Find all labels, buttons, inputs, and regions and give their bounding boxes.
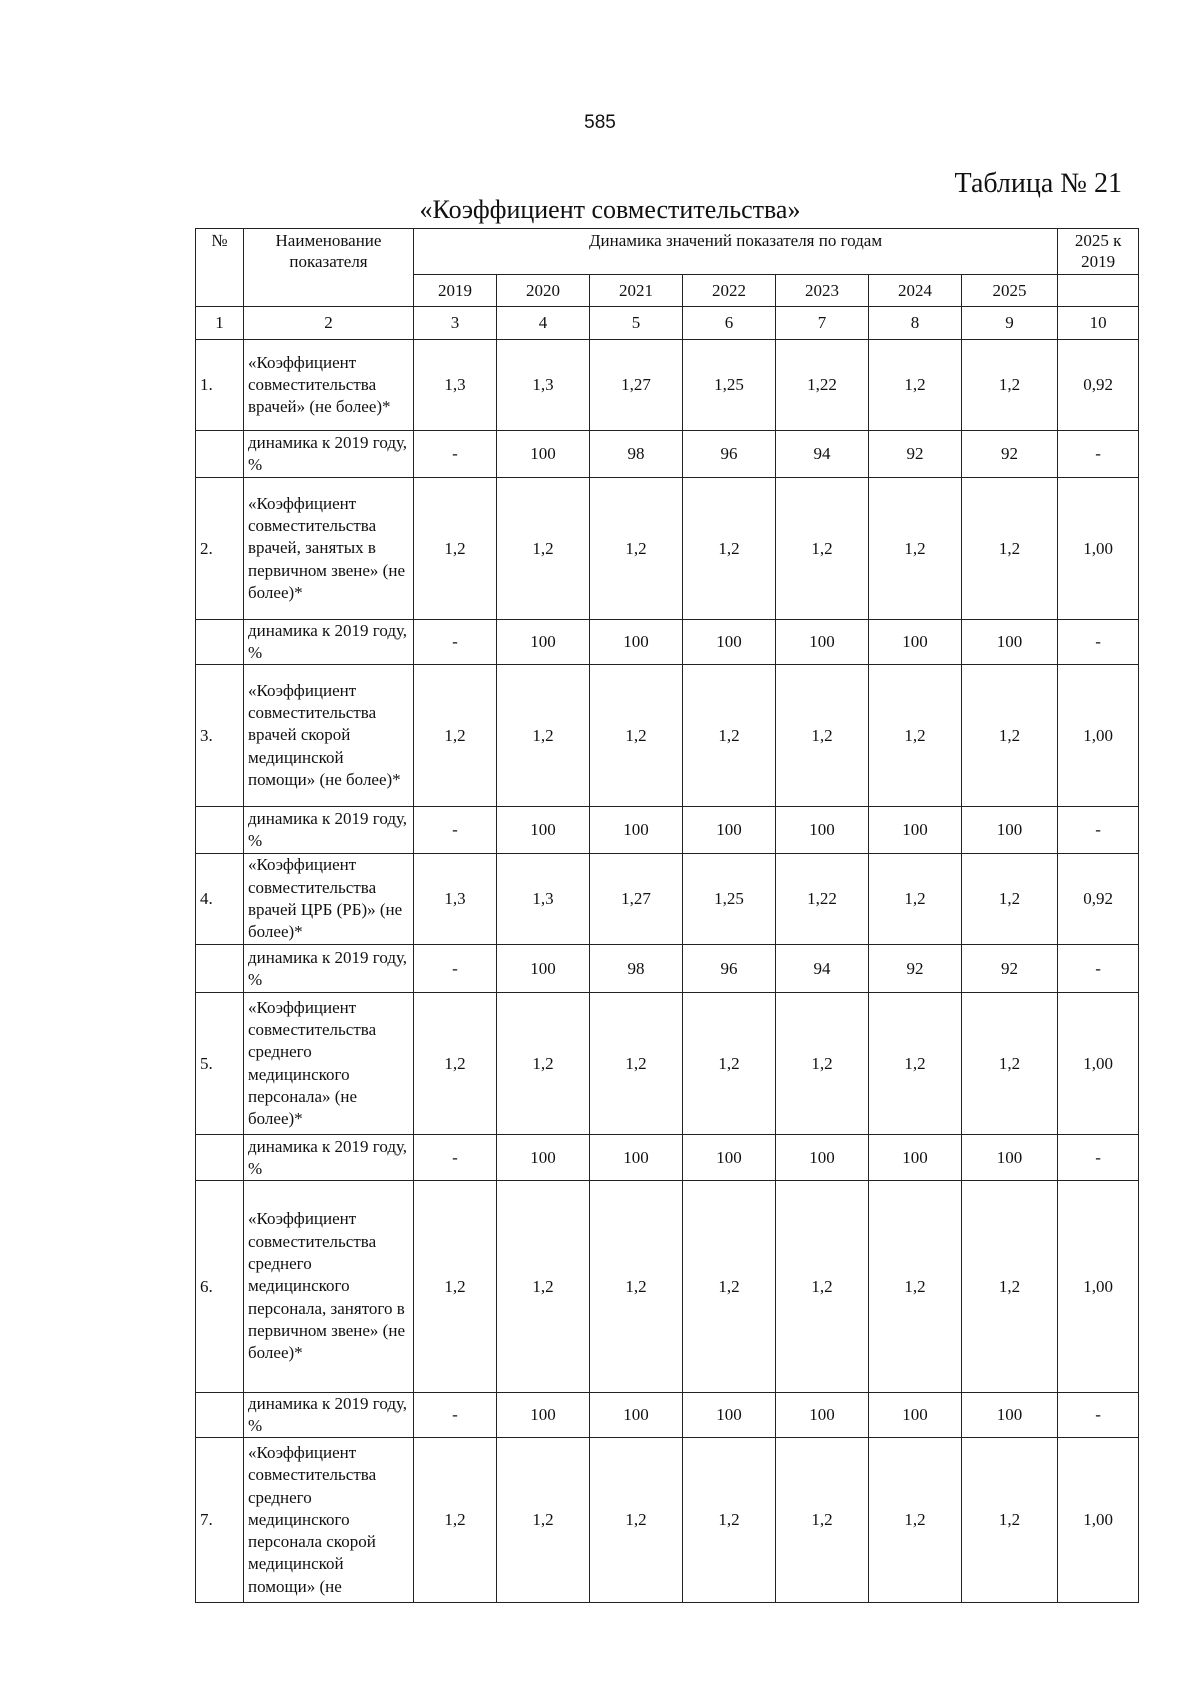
indicator-row (196, 854, 1139, 945)
indicator-value: 1,2 (497, 993, 590, 1135)
dynamics-value: - (414, 1135, 497, 1181)
dynamics-name: динамика к 2019 году, % (244, 620, 414, 665)
dynamics-name: динамика к 2019 году, % (244, 1135, 414, 1181)
indicator-value: 1,25 (683, 854, 776, 945)
indicator-value: 1,2 (590, 1181, 683, 1393)
dynamics-value: 100 (590, 807, 683, 854)
header-year: 2021 (590, 275, 683, 307)
indicator-value: 1,2 (962, 665, 1058, 807)
indicator-value: 1,2 (869, 993, 962, 1135)
dynamics-row (196, 620, 1139, 665)
table-title: «Коэффициент совместительства» (419, 195, 801, 224)
row-number: 7. (196, 1438, 244, 1603)
indicator-value: 1,2 (590, 665, 683, 807)
dynamics-value: 100 (962, 807, 1058, 854)
indicator-value: 1,25 (683, 340, 776, 431)
indicator-value: 1,2 (590, 1438, 683, 1603)
dynamics-name: динамика к 2019 году, % (244, 431, 414, 478)
dynamics-value: 100 (869, 1393, 962, 1438)
dynamics-value: 92 (869, 945, 962, 993)
indicator-name: «Коэффициент совместительства врачей ЦРБ (РБ)» (не более)* (244, 854, 414, 945)
indicator-value: 1,2 (962, 993, 1058, 1135)
dynamics-number (196, 431, 244, 478)
indicator-table (195, 228, 1139, 1603)
header-year: 2020 (497, 275, 590, 307)
column-number: 3 (414, 307, 497, 340)
indicator-row (196, 993, 1139, 1135)
indicator-value: 1,2 (683, 1438, 776, 1603)
indicator-value: 1,2 (776, 665, 869, 807)
indicator-row (196, 1438, 1139, 1603)
indicator-value: 1,2 (869, 1181, 962, 1393)
dynamics-value: - (414, 807, 497, 854)
header-year: 2025 (962, 275, 1058, 307)
row-number: 3. (196, 665, 244, 807)
dynamics-value: 100 (497, 1135, 590, 1181)
dynamics-name: динамика к 2019 году, % (244, 1393, 414, 1438)
indicator-value: 1,22 (776, 340, 869, 431)
row-number: 2. (196, 478, 244, 620)
row-number: 4. (196, 854, 244, 945)
dynamics-value: 100 (497, 431, 590, 478)
indicator-value: 1,2 (962, 854, 1058, 945)
indicator-value: 1,2 (414, 993, 497, 1135)
dynamics-number (196, 807, 244, 854)
indicator-value: 1,2 (962, 478, 1058, 620)
indicator-value: 1,3 (414, 854, 497, 945)
dynamics-value: - (414, 620, 497, 665)
header-no: № (196, 229, 244, 307)
indicator-ratio: 1,00 (1058, 665, 1139, 807)
indicator-value: 1,2 (776, 1181, 869, 1393)
dynamics-value: 100 (962, 1393, 1058, 1438)
dynamics-name: динамика к 2019 году, % (244, 807, 414, 854)
dynamics-value: - (414, 945, 497, 993)
indicator-name: «Коэффициент совместительства среднего медицинского персонала скорой медицинской помощи» (не (244, 1438, 414, 1603)
column-number: 7 (776, 307, 869, 340)
indicator-value: 1,2 (497, 1438, 590, 1603)
indicator-value: 1,2 (590, 993, 683, 1135)
indicator-value: 1,2 (869, 340, 962, 431)
indicator-name: «Коэффициент совместительства врачей» (не более)* (244, 340, 414, 431)
dynamics-value: 100 (497, 620, 590, 665)
column-number: 10 (1058, 307, 1139, 340)
dynamics-value: 100 (962, 620, 1058, 665)
dynamics-number (196, 1393, 244, 1438)
header-year: 2019 (414, 275, 497, 307)
dynamics-value: 100 (590, 1393, 683, 1438)
header-year: 2023 (776, 275, 869, 307)
dynamics-value: 100 (590, 1135, 683, 1181)
dynamics-value: 100 (497, 807, 590, 854)
dynamics-value: 98 (590, 431, 683, 478)
indicator-ratio: 0,92 (1058, 340, 1139, 431)
dynamics-row (196, 945, 1139, 993)
dynamics-ratio: - (1058, 1393, 1139, 1438)
indicator-value: 1,22 (776, 854, 869, 945)
indicator-ratio: 1,00 (1058, 1181, 1139, 1393)
row-number: 5. (196, 993, 244, 1135)
indicator-value: 1,2 (869, 665, 962, 807)
dynamics-ratio: - (1058, 807, 1139, 854)
dynamics-value: 100 (962, 1135, 1058, 1181)
column-numbers-row (196, 307, 1139, 340)
indicator-name: «Коэффициент совместительства среднего медицинского персонала, занятого в первичном звене» (не более)* (244, 1181, 414, 1393)
header-year: 2024 (869, 275, 962, 307)
indicator-ratio: 1,00 (1058, 1438, 1139, 1603)
dynamics-ratio: - (1058, 945, 1139, 993)
indicator-value: 1,2 (776, 993, 869, 1135)
indicator-name: «Коэффициент совместительства среднего медицинского персонала» (не более)* (244, 993, 414, 1135)
dynamics-value: 100 (683, 1135, 776, 1181)
indicator-value: 1,27 (590, 340, 683, 431)
indicator-value: 1,2 (497, 478, 590, 620)
indicator-value: 1,2 (683, 478, 776, 620)
dynamics-number (196, 620, 244, 665)
dynamics-row (196, 1135, 1139, 1181)
header-ratio: 2025 к 2019 (1058, 229, 1139, 275)
indicator-value: 1,2 (776, 1438, 869, 1603)
header-dynamics: Динамика значений показателя по годам (414, 229, 1058, 275)
indicator-value: 1,2 (869, 478, 962, 620)
indicator-value: 1,2 (869, 1438, 962, 1603)
dynamics-value: 96 (683, 945, 776, 993)
dynamics-value: 100 (683, 620, 776, 665)
indicator-value: 1,2 (414, 1438, 497, 1603)
indicator-ratio: 0,92 (1058, 854, 1139, 945)
row-number: 1. (196, 340, 244, 431)
dynamics-row (196, 431, 1139, 478)
indicator-row (196, 478, 1139, 620)
indicator-value: 1,3 (414, 340, 497, 431)
indicator-value: 1,2 (497, 1181, 590, 1393)
dynamics-value: 100 (590, 620, 683, 665)
indicator-name: «Коэффициент совместительства врачей, занятых в первичном звене» (не более)* (244, 478, 414, 620)
dynamics-value: 100 (776, 620, 869, 665)
indicator-value: 1,2 (776, 478, 869, 620)
row-number: 6. (196, 1181, 244, 1393)
column-number: 8 (869, 307, 962, 340)
dynamics-value: 92 (962, 945, 1058, 993)
indicator-value: 1,2 (414, 478, 497, 620)
dynamics-ratio: - (1058, 1135, 1139, 1181)
dynamics-row (196, 1393, 1139, 1438)
indicator-value: 1,3 (497, 340, 590, 431)
indicator-value: 1,2 (414, 665, 497, 807)
dynamics-value: 100 (869, 807, 962, 854)
column-number: 5 (590, 307, 683, 340)
indicator-value: 1,2 (590, 478, 683, 620)
dynamics-value: 100 (497, 945, 590, 993)
indicator-name: «Коэффициент совместительства врачей скорой медицинской помощи» (не более)* (244, 665, 414, 807)
table-label: Таблица № 21 (954, 168, 1122, 199)
dynamics-value: 100 (869, 1135, 962, 1181)
dynamics-value: 92 (869, 431, 962, 478)
indicator-row (196, 665, 1139, 807)
indicator-value: 1,3 (497, 854, 590, 945)
indicator-row (196, 1181, 1139, 1393)
column-number: 4 (497, 307, 590, 340)
dynamics-value: 100 (683, 807, 776, 854)
dynamics-number (196, 945, 244, 993)
dynamics-value: 94 (776, 945, 869, 993)
indicator-value: 1,2 (683, 665, 776, 807)
dynamics-value: 100 (776, 1135, 869, 1181)
dynamics-value: 100 (776, 1393, 869, 1438)
header-year-blank (1058, 275, 1139, 307)
indicator-value: 1,2 (962, 340, 1058, 431)
column-number: 9 (962, 307, 1058, 340)
column-number: 2 (244, 307, 414, 340)
column-number: 6 (683, 307, 776, 340)
indicator-value: 1,2 (497, 665, 590, 807)
page-number: 585 (584, 112, 616, 133)
dynamics-value: 98 (590, 945, 683, 993)
indicator-value: 1,2 (962, 1438, 1058, 1603)
indicator-row (196, 340, 1139, 431)
dynamics-value: 96 (683, 431, 776, 478)
indicator-value: 1,2 (962, 1181, 1058, 1393)
dynamics-value: 92 (962, 431, 1058, 478)
dynamics-value: - (414, 431, 497, 478)
dynamics-row (196, 807, 1139, 854)
indicator-ratio: 1,00 (1058, 478, 1139, 620)
dynamics-name: динамика к 2019 году, % (244, 945, 414, 993)
dynamics-value: 94 (776, 431, 869, 478)
column-number: 1 (196, 307, 244, 340)
indicator-value: 1,27 (590, 854, 683, 945)
dynamics-value: 100 (497, 1393, 590, 1438)
indicator-ratio: 1,00 (1058, 993, 1139, 1135)
dynamics-value: 100 (869, 620, 962, 665)
dynamics-value: 100 (683, 1393, 776, 1438)
dynamics-ratio: - (1058, 431, 1139, 478)
indicator-value: 1,2 (414, 1181, 497, 1393)
indicator-value: 1,2 (869, 854, 962, 945)
header-name: Наименование показателя (244, 229, 414, 307)
dynamics-number (196, 1135, 244, 1181)
header-year: 2022 (683, 275, 776, 307)
dynamics-value: - (414, 1393, 497, 1438)
dynamics-ratio: - (1058, 620, 1139, 665)
dynamics-value: 100 (776, 807, 869, 854)
indicator-value: 1,2 (683, 993, 776, 1135)
indicator-value: 1,2 (683, 1181, 776, 1393)
